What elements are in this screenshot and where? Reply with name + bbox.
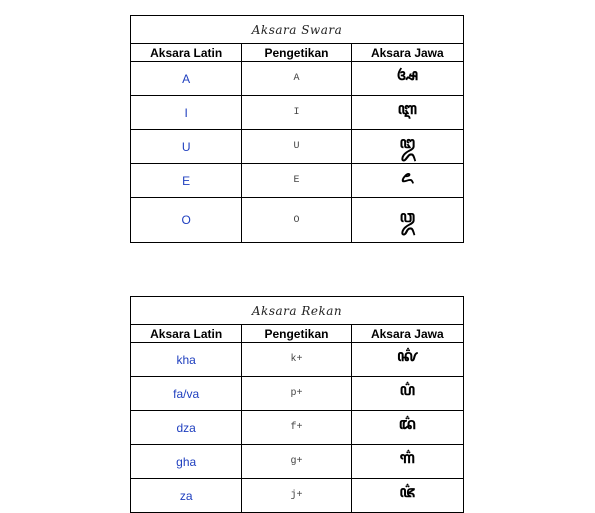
typing-cell: I [242, 96, 351, 130]
table-row [131, 96, 464, 130]
table-row [131, 164, 464, 198]
javanese-glyph: ꦄ [351, 62, 463, 96]
typing-cell: p+ [242, 377, 351, 411]
table-title: Aksara Swara [131, 16, 464, 44]
latin-cell: fa/va [131, 377, 242, 411]
aksara-rekan-table [130, 296, 464, 513]
latin-cell: za [131, 479, 242, 513]
column-header-jawa: Aksara Jawa [351, 325, 463, 343]
table-row [131, 479, 464, 513]
latin-cell: I [131, 96, 242, 130]
javanese-glyph: ꦥ꦳ [351, 377, 463, 411]
latin-cell: dza [131, 411, 242, 445]
column-header-pengetikan: Pengetikan [242, 325, 351, 343]
column-header-jawa: Aksara Jawa [351, 44, 463, 62]
column-header-pengetikan: Pengetikan [242, 44, 351, 62]
typing-cell: O [242, 198, 351, 243]
latin-cell: kha [131, 343, 242, 377]
table-row [131, 377, 464, 411]
table-row [131, 445, 464, 479]
aksara-swara-table [130, 15, 464, 243]
typing-cell: E [242, 164, 351, 198]
javanese-glyph: ꦗ꦳ [351, 479, 463, 513]
latin-cell: E [131, 164, 242, 198]
latin-cell: U [131, 130, 242, 164]
typing-cell: g+ [242, 445, 351, 479]
javanese-glyph: ꦆ [351, 96, 463, 130]
typing-cell: j+ [242, 479, 351, 513]
javanese-glyph: ꦈ [351, 130, 463, 164]
column-header-latin: Aksara Latin [131, 44, 242, 62]
table-title: Aksara Rekan [131, 297, 464, 325]
table-row [131, 62, 464, 96]
javanese-glyph: ꦌ [351, 164, 463, 198]
latin-cell: O [131, 198, 242, 243]
column-header-latin: Aksara Latin [131, 325, 242, 343]
table-row [131, 411, 464, 445]
typing-cell: U [242, 130, 351, 164]
javanese-glyph: ꦒ꦳ [351, 445, 463, 479]
javanese-glyph: ꦢ꦳ [351, 411, 463, 445]
table-row [131, 130, 464, 164]
javanese-glyph: ꦎ [351, 198, 463, 243]
latin-cell: A [131, 62, 242, 96]
typing-cell: f+ [242, 411, 351, 445]
latin-cell: gha [131, 445, 242, 479]
typing-cell: A [242, 62, 351, 96]
table-row [131, 343, 464, 377]
javanese-glyph: ꦑ꦳ [351, 343, 463, 377]
typing-cell: k+ [242, 343, 351, 377]
table-row [131, 198, 464, 243]
